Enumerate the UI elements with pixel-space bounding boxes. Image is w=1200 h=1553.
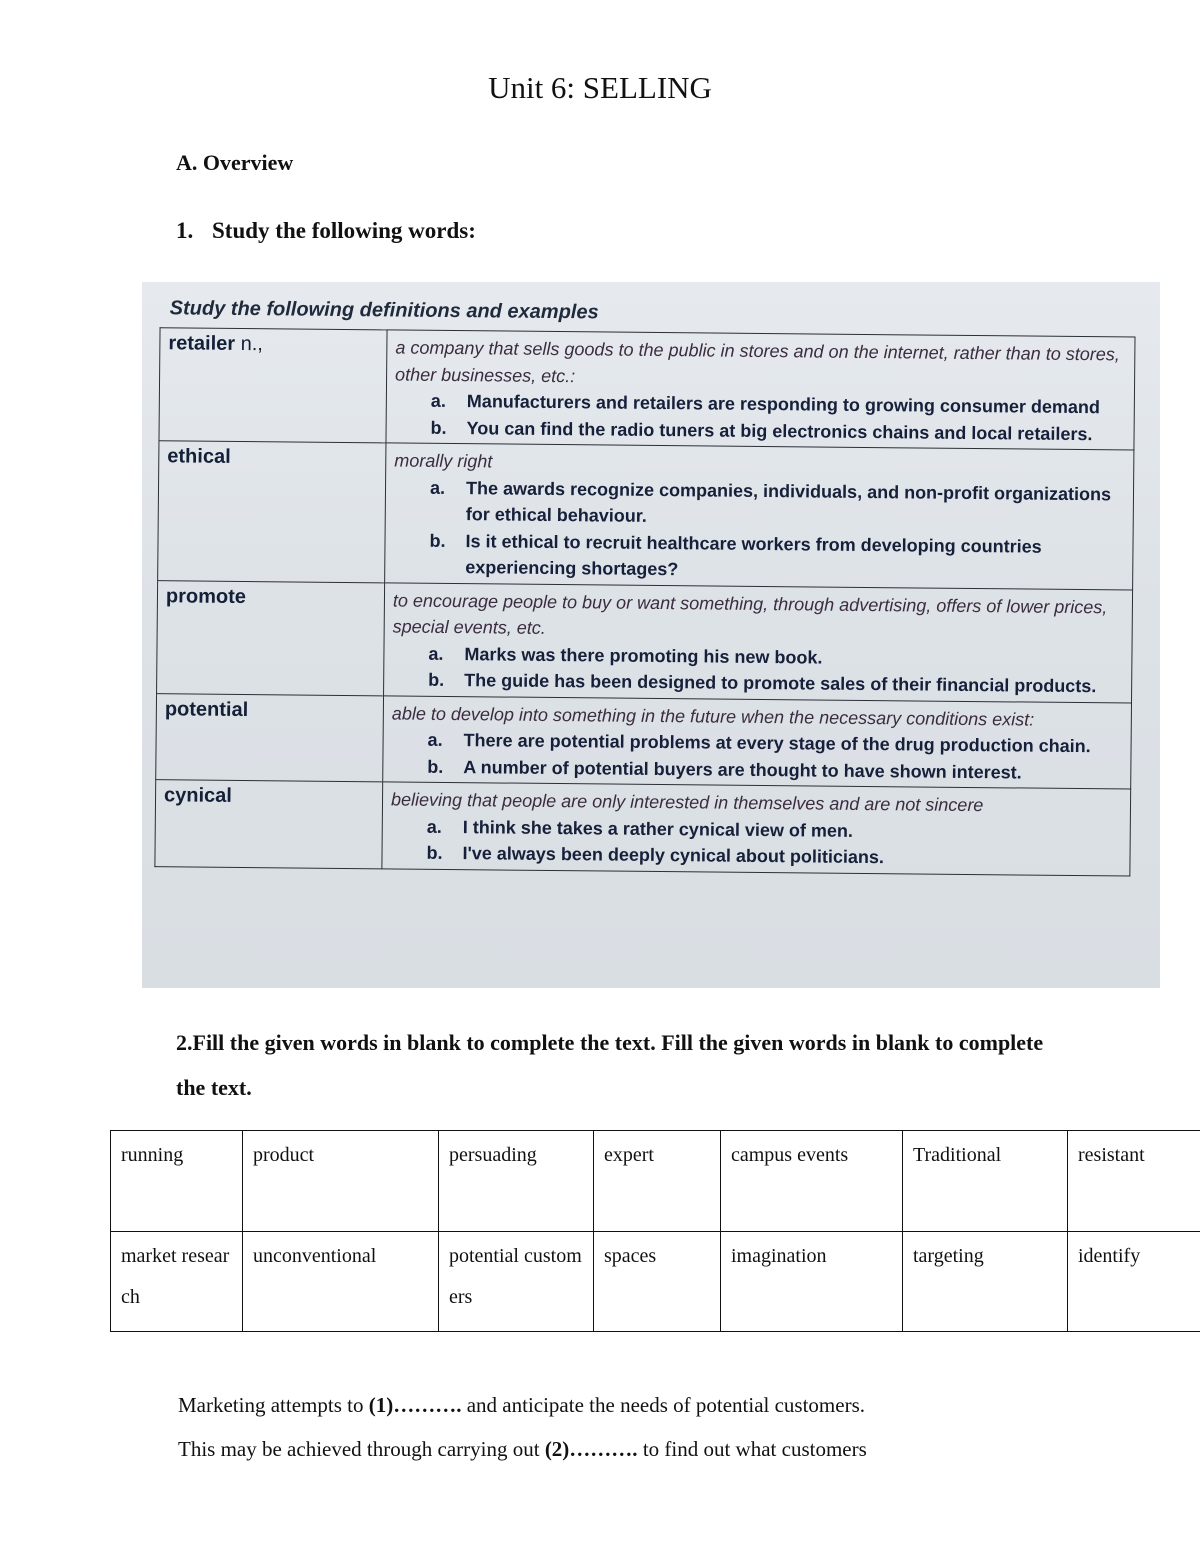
example-item [391,753,1122,787]
example-label: b. [430,417,447,438]
example-label: a. [426,816,442,837]
word-bank-cell: product [243,1131,439,1232]
word-bank-cell: unconventional [243,1231,439,1332]
definition-content-cell [386,330,1135,450]
definition-content-cell [383,695,1132,789]
word-bank-cell: resistant [1068,1131,1200,1232]
definition-content-cell [385,443,1134,590]
example-item [392,666,1123,700]
word-bank-cell: campus events [721,1131,903,1232]
passage-text: This may be achieved through carrying out [178,1437,545,1461]
passage-text: to find out what customers [637,1437,867,1461]
example-text: There are potential problems at every stage of the drug production chain. [463,730,1091,757]
example-text: A number of potential buyers are thought to have shown interest. [463,756,1022,782]
definition-term-cell [157,580,385,695]
example-item [394,474,1125,534]
word-bank-cell: potential customers [439,1231,594,1332]
exercise-1-heading [176,218,476,244]
definition-gloss: morally right [394,450,493,472]
definition-row [156,693,1132,789]
definition-term-cell [159,328,387,443]
word-bank-row [111,1131,1200,1232]
exercise-1-number: 1. [176,218,194,243]
example-item [394,414,1125,448]
definition-term: promote [165,584,247,608]
definition-gloss: believing that people are only interested in themselves and are not sincere [390,789,984,816]
word-bank-table [110,1130,1200,1332]
example-label: b. [428,669,445,690]
word-bank-cell: running [111,1131,243,1232]
definition-gloss: to encourage people to buy or want something, through advertising, offers of lower prices, special events, etc. [392,589,1108,638]
exercise-1-text: Study the following words: [212,218,476,243]
definition-term: potential [164,697,249,721]
example-label: b. [426,842,443,863]
example-text: Is it ethical to recruit healthcare workers from developing countries experiencing shortages? [465,530,1042,580]
word-bank-cell: market research [111,1231,243,1332]
passage-text: Marketing attempts to [178,1393,369,1417]
word-bank-cell: targeting [903,1231,1068,1332]
definition-term-cell [158,441,386,583]
blank-1: (1)………. [368,1393,462,1417]
definitions-table [154,327,1135,876]
example-text: You can find the radio tuners at big electronics chains and local retailers. [466,417,1093,444]
definition-content-cell [384,582,1133,702]
blank-2: (2)………. [544,1437,638,1461]
example-text: The guide has been designed to promote sales of their financial products. [464,670,1097,697]
part-of-speech: n., [240,332,264,356]
example-label: b. [429,530,446,551]
definition-row [159,328,1135,450]
word-bank-cell: identify [1068,1231,1200,1332]
word-bank-cell: Traditional [903,1131,1068,1232]
exercise-2-heading: 2.Fill the given words in blank to complete the text. Fill the given words in blank to complete the text. [176,1030,1044,1100]
word-bank-cell: imagination [721,1231,903,1332]
passage-line-1 [178,1383,1078,1427]
definition-row [158,441,1134,590]
definition-gloss: a company that sells goods to the public in stores and on the internet, rather than to stores, other businesses, etc.: [395,337,1120,386]
word-bank-cell: expert [594,1131,721,1232]
example-item [390,839,1121,873]
definition-gloss: able to develop into something in the future when the necessary conditions exist: [391,702,1035,730]
definitions-box-title: Study the following definitions and examples [169,297,599,324]
example-item [393,527,1124,587]
example-label: a. [427,729,443,750]
definition-row [157,580,1133,702]
example-text: The awards recognize companies, individuals, and non-profit organizations for ethical behaviour. [465,477,1112,526]
definition-content-cell [382,782,1131,876]
example-label: a. [428,643,444,664]
definition-term: ethical [167,445,231,468]
passage-line-2 [178,1427,1078,1471]
word-bank-cell: spaces [594,1231,721,1332]
section-heading-overview: A. Overview [176,150,294,175]
passage-text: and anticipate the needs of potential customers. [461,1393,866,1417]
page-title: Unit 6: SELLING [488,70,712,105]
example-label: b. [427,756,444,777]
example-label: a. [430,390,446,411]
example-label: a. [429,477,446,498]
definition-row [155,780,1131,876]
word-bank-row [111,1231,1200,1332]
definition-term-cell [155,780,383,869]
definition-term: retailer [168,332,236,355]
word-bank-cell: persuading [439,1131,594,1232]
example-text: I've always been deeply cynical about politicians. [462,843,885,868]
example-text: Manufacturers and retailers are responding to growing consumer demand [466,391,1101,418]
example-text: I think she takes a rather cynical view of men. [462,816,854,841]
definition-term: cynical [163,784,233,807]
definition-term-cell [156,693,384,782]
fill-passage [178,1383,1078,1471]
example-text: Marks was there promoting his new book. [464,643,823,668]
definitions-photo [142,282,1160,988]
